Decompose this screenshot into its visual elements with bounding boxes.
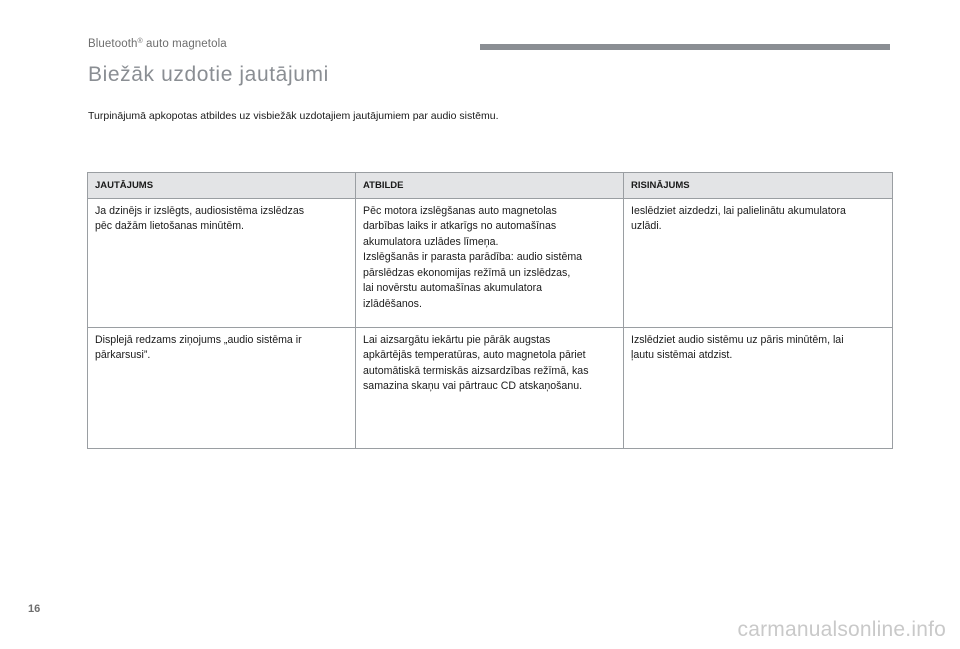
registered-mark: ® <box>137 38 143 45</box>
solution-text: Ieslēdziet aizdedzi, lai palielinātu akumulatora uzlādi. <box>631 204 846 232</box>
column-header-solution: RISINĀJUMS <box>624 173 893 199</box>
watermark: carmanualsonline.info <box>737 618 946 641</box>
faq-table <box>87 172 893 449</box>
running-header <box>88 38 227 50</box>
answer-text: Pēc motora izslēgšanas auto magnetolas darbības laiks ir atkarīgs no automašīnas akumulatora uzlādes līmeņa. Izslēgšanās ir parasta parādība: audio sistēma pārslēdzas ekonomijas režīmā un izslēdzas, lai novērstu automašīnas akumulatora izlādēšanos. <box>363 204 583 310</box>
answer-text: Lai aizsargātu iekārtu pie pārāk augstas apkārtējās temperatūras, auto magnetola pāriet automātiskā termiskās aizsardzības režīmā, kas samazina skaņu vai pārtrauc CD atskaņošanu. <box>363 333 589 392</box>
column-header-question: JAUTĀJUMS <box>88 173 356 199</box>
page-number: 16 <box>28 603 41 615</box>
running-header-subtitle: auto magnetola <box>142 38 227 50</box>
answer-cell <box>356 198 624 327</box>
question-text: Displejā redzams ziņojums „audio sistēma ir pārkarsusi”. <box>95 333 302 361</box>
table-row <box>88 198 893 327</box>
answer-cell <box>356 327 624 448</box>
question-cell <box>88 327 356 448</box>
header-bar <box>480 44 890 50</box>
intro-text: Turpinājumā apkopotas atbildes uz visbiežāk uzdotajiem jautājumiem par audio sistēmu. <box>88 110 499 122</box>
solution-text: Izslēdziet audio sistēmu uz pāris minūtēm, lai ļautu sistēmai atdzist. <box>631 333 844 361</box>
question-cell <box>88 198 356 327</box>
question-text: Ja dzinējs ir izslēgts, audiosistēma izslēdzas pēc dažām lietošanas minūtēm. <box>95 204 305 232</box>
table-row <box>88 327 893 448</box>
solution-cell <box>624 327 893 448</box>
solution-cell <box>624 198 893 327</box>
page-title: Biežāk uzdotie jautājumi <box>88 63 329 86</box>
running-header-title: Bluetooth <box>88 38 138 50</box>
table-header-row <box>88 173 893 199</box>
column-header-answer: ATBILDE <box>356 173 624 199</box>
